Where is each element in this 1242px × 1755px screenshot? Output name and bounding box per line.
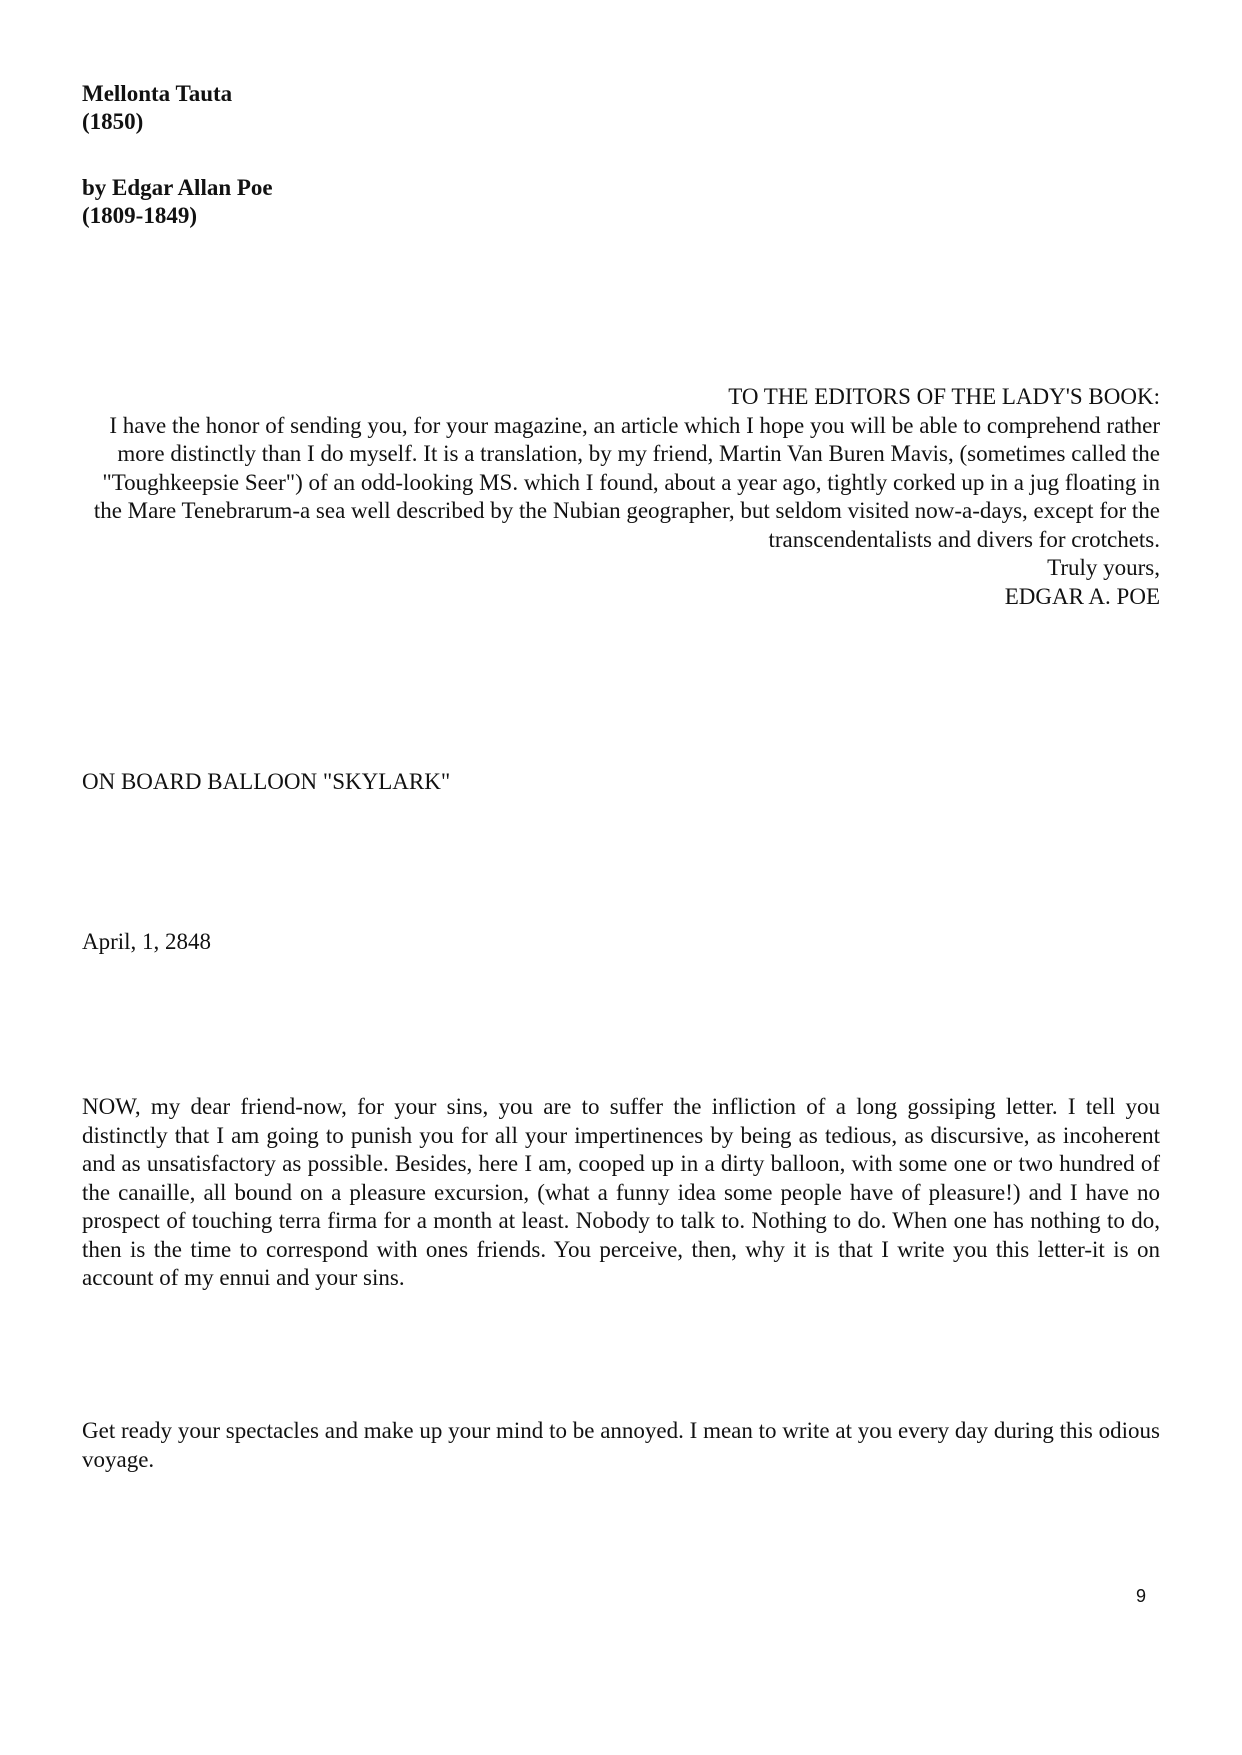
letter-paragraph: NOW, my dear friend-now, for your sins, you are to suffer the infliction of a long gossiping letter. I tell you distinctly that I am going to punish you for all your impertinences by being as tedious, as discursive, as incoherent and as unsatisfactory as possible. Besides, here I am, cooped up in a dirty balloon, with some one or two hundred of the canaille, all bound on a pleasure excursion, (what a funny idea some people have of pleasure!) and I have no prospect of touching terra firma for a month at least. Nobody to talk to. Nothing to do. When one has nothing to do, then is the time to correspond with ones friends. You perceive, then, why it is that I write you this letter-it is on account of my ennui and your sins. — [82, 1094, 1160, 1290]
editors-note-signature: EDGAR A. POE — [1004, 583, 1160, 609]
page-number: 9 — [1136, 1586, 1147, 1606]
letter-date: April, 1, 2848 — [82, 929, 212, 954]
editors-note — [82, 383, 1160, 611]
author-years: (1809-1849) — [82, 203, 197, 228]
story-title: Mellonta Tauta — [82, 81, 233, 106]
author-name: by Edgar Allan Poe — [82, 175, 273, 200]
editors-note-heading: TO THE EDITORS OF THE LADY'S BOOK: — [728, 384, 1160, 409]
story-year: (1850) — [82, 109, 144, 134]
editors-note-closing: Truly yours, — [1047, 555, 1160, 580]
title-block — [82, 80, 273, 230]
editors-note-body: I have the honor of sending you, for your magazine, an article which I hope you will be able to comprehend rather more distinctly than I do myself. It is a translation, by my friend, Martin Van Buren Mavis, (sometimes called the "Toughkeepsie Seer") of an odd-looking MS. which I found, about a year ago, tightly corked up in a jug floating in the Mare Tenebrarum-a sea well described by the Nubian geographer, but seldom visited now-a-days, except for the transcendentalists and divers for crotchets. — [93, 412, 1160, 552]
spacer — [82, 136, 273, 174]
letter-paragraph: Get ready your spectacles and make up your mind to be annoyed. I mean to write at you every day during this odious voyage. — [82, 1418, 1160, 1472]
letter-heading: ON BOARD BALLOON "SKYLARK" — [82, 769, 451, 794]
